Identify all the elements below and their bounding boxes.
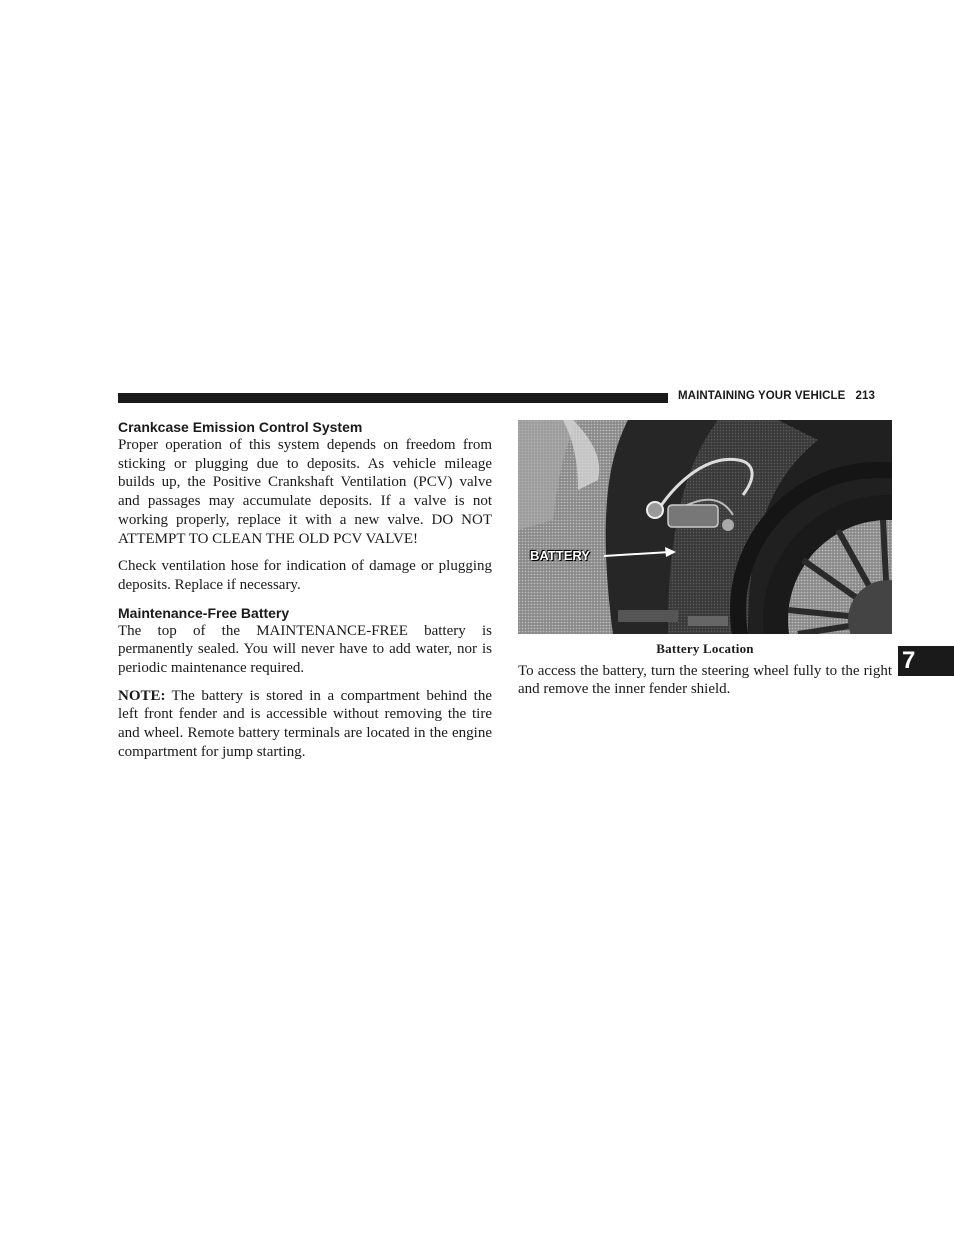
battery-location-figure [518,420,892,634]
header-rule [118,393,668,403]
battery-note [118,687,492,762]
note-text: The battery is stored in a compartment behind the left front fender and is accessible without removing the tire and wheel. Remote battery terminals are located in the engine compartment for jump starting. [118,687,492,760]
crankcase-paragraph-2: Check ventilation hose for indication of damage or plugging deposits. Replace if necessary. [118,558,492,593]
access-paragraph: To access the battery, turn the steering wheel fully to the right and remove the inner fender shield. [518,662,892,698]
page-number: 213 [855,390,875,402]
battery-callout-label: BATTERY [530,548,590,563]
crankcase-heading: Crankcase Emission Control System [118,419,363,435]
battery-paragraph-1: The top of the MAINTENANCE-FREE battery is permanently sealed. You will never have to add water, nor is periodic maintenance required. [118,622,492,677]
right-column [518,420,892,708]
section-title: MAINTAINING YOUR VEHICLE [678,390,846,402]
battery-heading: Maintenance-Free Battery [118,604,290,621]
battery-illustration [518,420,892,634]
running-header [678,390,892,402]
note-label: NOTE: [118,687,166,704]
left-column [118,418,492,771]
figure-caption: Battery Location [656,641,754,656]
chapter-tab: 7 [898,646,954,676]
crankcase-paragraph-1: Proper operation of this system depends on freedom from sticking or plugging due to deposits. As vehicle mileage builds up, the Positive Crankshaft Ventilation (PCV) valve and passages may accumulate deposits. If a valve is not working properly, replace it with a new valve. DO NOT ATTEMPT TO CLEAN THE OLD PCV VALVE! [118,437,492,547]
